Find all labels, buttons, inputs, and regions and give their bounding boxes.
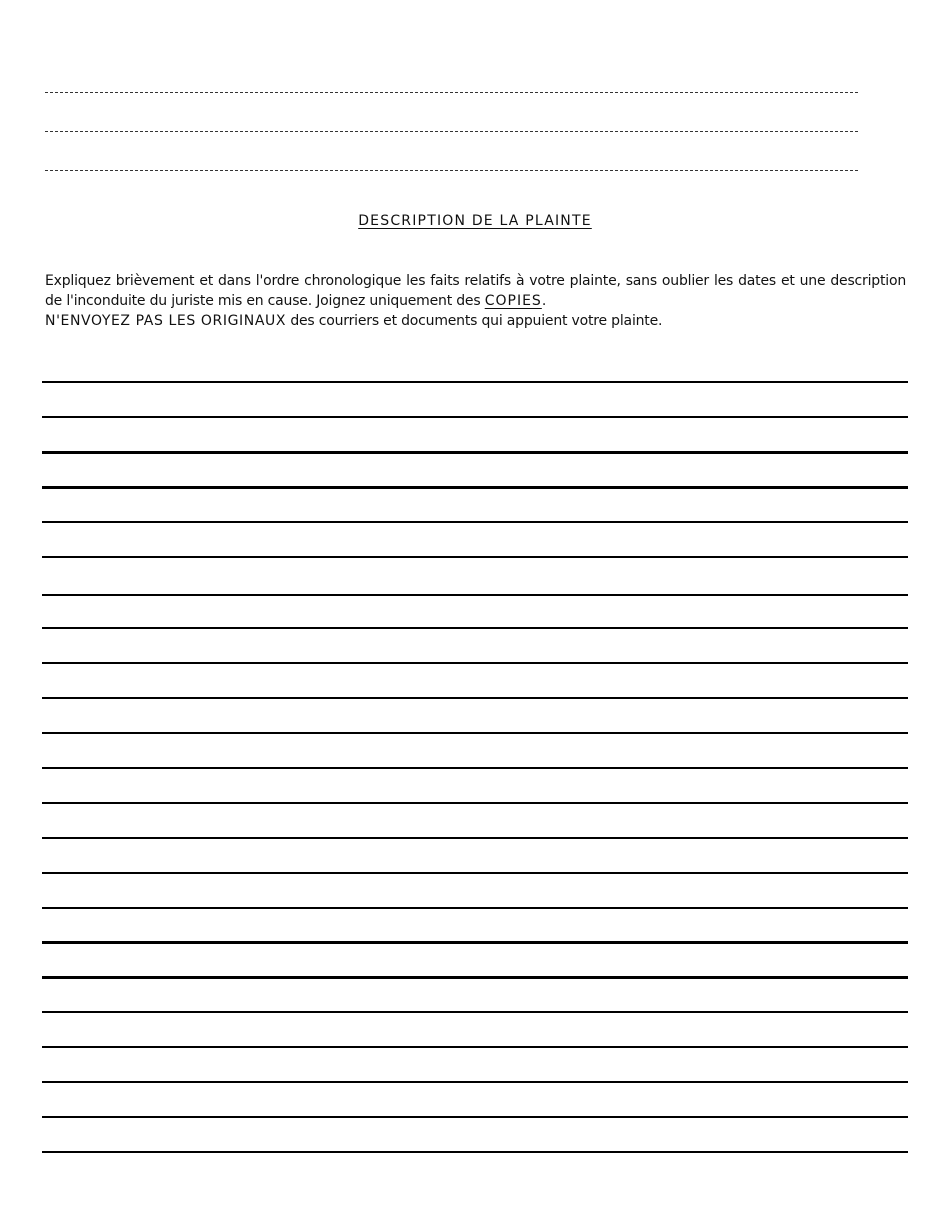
- instructions-text: Expliquez brièvement et dans l'ordre chronologique les faits relatifs à votre plainte, sans oublier les dates et une description de l'inconduite du juriste mis en cause. Joignez uniquement des: [45, 273, 906, 309]
- section-title-text: DESCRIPTION DE LA PLAINTE: [358, 213, 592, 229]
- writing-line[interactable]: [42, 556, 908, 558]
- writing-line[interactable]: [42, 767, 908, 769]
- instructions-paragraph-2: [45, 311, 906, 331]
- writing-line[interactable]: [42, 451, 908, 454]
- copies-emphasis: COPIES: [484, 293, 542, 309]
- writing-line[interactable]: [42, 1011, 908, 1013]
- instructions-paragraph-1: [45, 271, 906, 311]
- originals-warning: N'ENVOYEZ PAS LES ORIGINAUX: [45, 313, 287, 329]
- writing-line[interactable]: [42, 521, 908, 523]
- writing-line[interactable]: [42, 594, 908, 596]
- writing-line[interactable]: [42, 662, 908, 664]
- writing-line[interactable]: [42, 627, 908, 629]
- writing-line[interactable]: [42, 1116, 908, 1118]
- instructions-period: .: [541, 293, 547, 309]
- writing-line[interactable]: [42, 837, 908, 839]
- writing-line[interactable]: [42, 1046, 908, 1048]
- writing-line[interactable]: [42, 802, 908, 804]
- writing-line[interactable]: [42, 381, 908, 383]
- dashed-fill-line-1[interactable]: [45, 92, 858, 93]
- writing-line[interactable]: [42, 416, 908, 418]
- dashed-fill-line-3[interactable]: [45, 170, 858, 171]
- instructions: [45, 271, 906, 331]
- writing-line[interactable]: [42, 907, 908, 909]
- writing-line[interactable]: [42, 732, 908, 734]
- writing-line[interactable]: [42, 1151, 908, 1153]
- writing-line[interactable]: [42, 976, 908, 979]
- writing-line[interactable]: [42, 1081, 908, 1083]
- instructions-text-2: des courriers et documents qui appuient votre plainte.: [286, 313, 663, 329]
- writing-line[interactable]: [42, 486, 908, 489]
- dashed-fill-line-2[interactable]: [45, 131, 858, 132]
- writing-line[interactable]: [42, 697, 908, 699]
- writing-line[interactable]: [42, 941, 908, 944]
- writing-line[interactable]: [42, 872, 908, 874]
- section-title: [0, 213, 950, 229]
